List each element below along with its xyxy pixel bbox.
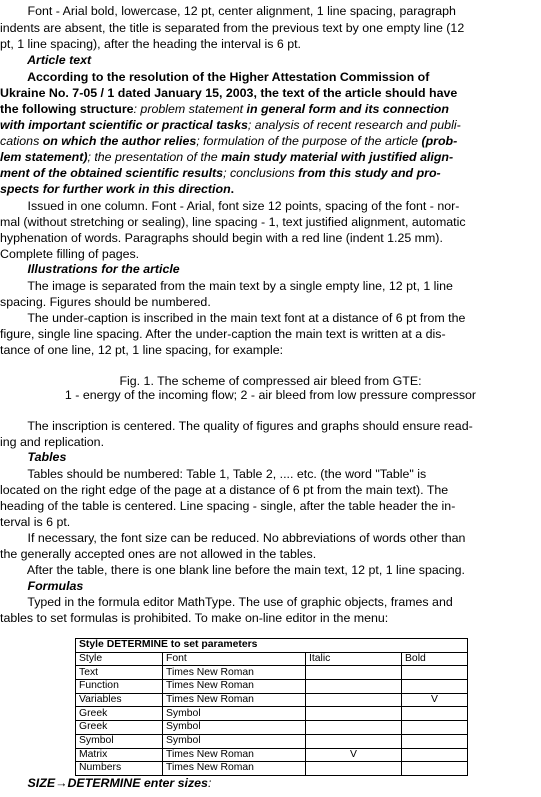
text-run: located on the right edge of the page at a distance of 6 pt from the main text). The [0,483,449,497]
header-italic: Italic [306,652,402,666]
table-cell [306,734,402,748]
table-cell: V [306,748,402,762]
text-run: ing and replication. [0,435,105,449]
text-line [0,86,541,100]
text-line [0,311,541,325]
text-run: Issued in one column. Font - Arial, font size 12 points, spacing of the font - nor- [0,199,460,213]
text-run: Font - Arial bold, lowercase, 12 pt, center alignment, 1 line spacing, paragraph [0,4,456,18]
text-run: ; conclusions [223,166,299,180]
text-line [0,215,541,229]
table-cell [306,666,402,680]
table-cell: Symbol [163,707,306,721]
text-line [0,231,541,245]
text-run: tance of one line, 12 pt, 1 line spacing, for example: [0,343,284,357]
table-row [76,748,468,762]
text-line [0,262,541,276]
text-run: pt, 1 line spacing), after the heading the interval is 6 pt. [0,37,301,51]
text-run: : problem statement [133,102,247,116]
text-line [0,611,541,625]
text-line [0,53,541,67]
text-run: ; the presentation of the [87,150,222,164]
text-line [0,37,541,51]
header-font: Font [163,652,306,666]
table-cell: Function [76,680,163,694]
text-line [0,579,541,593]
text-run: Typed in the formula editor MathType. The use of graphic objects, frames and [0,595,453,609]
text-line [0,150,541,164]
text-line [0,467,541,481]
text-run: indents are absent, the title is separated from the previous text by one empty line (12 [0,21,465,35]
text-run: According to the resolution of the Higher Attestation Commission of [0,70,430,84]
text-line [0,166,541,180]
table-cell: Times New Roman [163,762,306,776]
text-line [0,182,541,196]
table-cell: Text [76,666,163,680]
text-run: Ukraine No. 7-05 / 1 dated January 15, 2003, the text of the article should have [0,86,458,100]
text-line [0,563,541,577]
table-cell: V [402,693,468,707]
text-run: spacing. Figures should be numbered. [0,295,211,309]
text-line [0,483,541,497]
text-line [0,499,541,513]
text-run: If necessary, the font size can be reduced. No abbreviations of words other than [0,531,466,545]
header-bold: Bold [402,652,468,666]
table-header-row [76,652,468,666]
table-cell [402,748,468,762]
text-run: heading of the table is centered. Line spacing - single, after the table header the in- [0,499,456,513]
text-run: Tables [0,450,67,464]
table-cell [402,762,468,776]
table-cell: Times New Roman [163,748,306,762]
text-line [0,327,541,341]
text-line [0,435,541,449]
text-run: on which the author relies [42,134,197,148]
table-row [76,721,468,735]
text-run: Formulas [0,579,84,593]
table-row [76,734,468,748]
mathtype-style-table [75,638,468,776]
text-run: the following structure [0,102,134,116]
text-line [0,199,541,213]
text-run: the generally accepted ones are not allowed in the tables. [0,547,317,561]
text-run: Complete filling of pages. [0,247,140,261]
text-line [0,343,541,357]
table-cell: Symbol [76,734,163,748]
text-run: figure, single line spacing. After the under-caption the main text is written at a dis- [0,327,446,341]
table-cell: Variables [76,693,163,707]
text-run: Article text [0,53,92,67]
table-cell: Times New Roman [163,680,306,694]
text-line [0,450,541,464]
text-line [0,247,541,261]
text-run: The under-caption is inscribed in the main text font at a distance of 6 pt from the [0,311,466,325]
table-cell [306,762,402,776]
text-run: in general form and its connection [246,102,449,116]
header-style: Style [76,652,163,666]
table-cell: Greek [76,707,163,721]
text-line [0,70,541,84]
table-cell: Times New Roman [163,666,306,680]
table-cell: Numbers [76,762,163,776]
text-line [0,547,541,561]
text-run: (prob- [421,134,458,148]
table-row [76,762,468,776]
table-cell [306,680,402,694]
text-line [0,21,541,35]
table-row [76,707,468,721]
table-cell [402,734,468,748]
text-run: ; analysis of recent research and publi- [247,118,461,132]
table-cell [402,666,468,680]
text-run: hyphenation of words. Paragraphs should begin with a red line (indent 1.25 mm). [0,231,443,245]
table-cell [306,693,402,707]
text-line [0,102,541,116]
text-run: spects for further work in this direction [0,182,231,196]
table-cell [306,721,402,735]
table-cell [306,707,402,721]
text-run: cations [0,134,43,148]
table-cell [402,680,468,694]
text-run: : [207,776,212,790]
text-run: 1 - energy of the incoming flow; 2 - air bleed from low pressure compressor [64,388,477,402]
text-run: After the table, there is one blank line before the main text, 12 pt, 1 line spacing. [0,563,465,577]
table-cell: Greek [76,721,163,735]
text-line [0,419,541,433]
text-line [0,531,541,545]
text-run: The inscription is centered. The quality of figures and graphs should ensure read- [0,419,473,433]
text-line [0,4,541,18]
text-run: Fig. 1. The scheme of compressed air bleed from GTE: [119,374,422,388]
text-run: The image is separated from the main text by a single empty line, 12 pt, 1 line [0,279,453,293]
text-line [0,295,541,309]
size-determine-line [0,776,541,790]
table-cell: Times New Roman [163,693,306,707]
text-line [0,279,541,293]
table-title-row [76,639,468,653]
text-run: lem statement) [0,150,88,164]
table-cell [402,721,468,735]
table-title: Style DETERMINE to set parameters [76,639,468,653]
table-cell: Matrix [76,748,163,762]
text-run: Tables should be numbered: Table 1, Table 2, .... etc. (the word "Table" is [0,467,427,481]
table-row [76,666,468,680]
table-row [76,680,468,694]
table-cell: Symbol [163,734,306,748]
text-line [0,134,541,148]
text-run: ; formulation of the purpose of the article [196,134,422,148]
text-run: SIZE [0,776,56,790]
table-cell [402,707,468,721]
text-line [0,388,541,402]
text-run: terval is 6 pt. [0,515,71,529]
text-run: ment of the obtained scientific results [0,166,224,180]
text-line [0,515,541,529]
text-line [0,118,541,132]
text-run: mal (without stretching or sealing), line spacing - 1, text justified alignment, automatic [0,215,466,229]
text-run: main study material with justified align- [221,150,454,164]
text-run: from this study and pro- [298,166,441,180]
text-run: . [230,182,235,196]
text-line [0,374,541,388]
text-run: tables to set formulas is prohibited. To make on-line editor in the menu: [0,611,389,625]
table-row [76,693,468,707]
text-run: Illustrations for the article [0,262,180,276]
text-line [0,595,541,609]
text-run: with important scientific or practical tasks [0,118,248,132]
text-run: DETERMINE enter sizes [67,776,208,790]
table-cell: Symbol [163,721,306,735]
text-run: → [55,776,68,790]
